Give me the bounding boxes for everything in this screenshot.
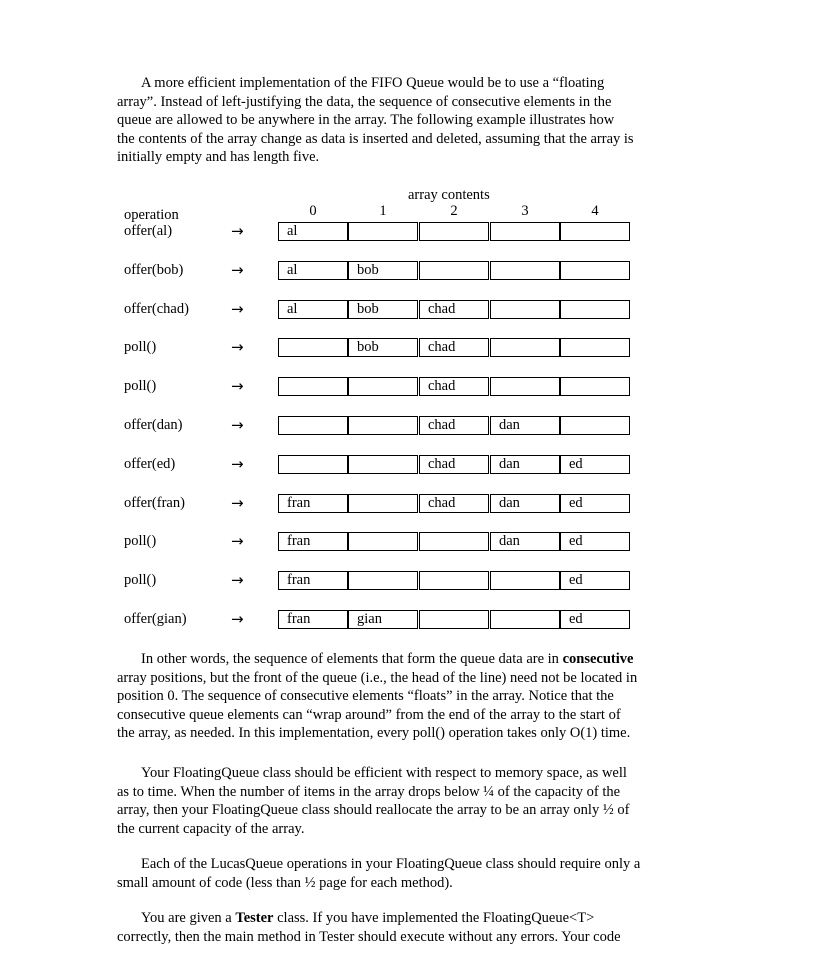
array-cell: chad: [419, 300, 489, 319]
right-arrow-icon: →: [231, 222, 244, 240]
para5-rest: class. If you have implemented the FloatingQueue<T> correctly, then the main method in Tester should execute without any errors. Your code: [117, 910, 621, 945]
array-cell: [348, 532, 418, 551]
operation-label: offer(ed): [124, 456, 176, 472]
column-index-1: 1: [379, 203, 387, 219]
array-cell: chad: [419, 338, 489, 357]
array-cell: [560, 338, 630, 357]
para5-bold: Tester: [235, 910, 274, 926]
operation-label: offer(chad): [124, 301, 189, 317]
explanation-paragraph: [117, 650, 707, 743]
para5-lead: You are given a: [141, 910, 236, 926]
array-cell: [490, 377, 560, 396]
right-arrow-icon: →: [231, 571, 244, 589]
para2-bold: consecutive: [562, 651, 634, 667]
array-cell: [419, 261, 489, 280]
array-cell: dan: [490, 455, 560, 474]
operation-label: poll(): [124, 572, 157, 588]
array-cell: [490, 571, 560, 590]
array-cell: dan: [490, 494, 560, 513]
array-cell: [560, 222, 630, 241]
para3-text: Your FloatingQueue class should be efficient with respect to memory space, as well as to time. When the number of items in the array drops below ¼ of the capacity of the array, then your FloatingQueue class should reallocate the array to be an array only ½ of the current capacity of the array.: [117, 765, 630, 837]
column-index-4: 4: [591, 203, 599, 219]
operation-label: offer(dan): [124, 417, 183, 433]
array-cell: [348, 416, 418, 435]
array-cell: fran: [278, 532, 348, 551]
array-cell: [419, 571, 489, 590]
para2-rest: array positions, but the front of the queue (i.e., the head of the line) need not be located in position 0. The sequence of consecutive elements “floats” in the array. Notice that the consecutive queue elements can “wrap around” from the end of the array to the start of the array, as needed. In this implementation, every poll() operation takes only O(1) time.: [117, 669, 638, 742]
column-index-2: 2: [450, 203, 458, 219]
array-cell: ed: [560, 532, 630, 551]
para2-lead: In other words, the sequence of elements that form the queue data are in: [141, 651, 563, 667]
array-cell: ed: [560, 494, 630, 513]
array-cell: ed: [560, 455, 630, 474]
operation-label: offer(gian): [124, 611, 187, 627]
array-cell: [560, 377, 630, 396]
array-cell: al: [278, 222, 348, 241]
right-arrow-icon: →: [231, 610, 244, 628]
array-cell: ed: [560, 571, 630, 590]
intro-lead: A more efficient implementation of the FIFO Queue would be to use a “floating: [141, 75, 605, 91]
operation-label: poll(): [124, 378, 157, 394]
array-cell: [419, 532, 489, 551]
array-cell: dan: [490, 416, 560, 435]
right-arrow-icon: →: [231, 455, 244, 473]
array-cell: gian: [348, 610, 418, 629]
array-cell: [348, 455, 418, 474]
right-arrow-icon: →: [231, 494, 244, 512]
right-arrow-icon: →: [231, 532, 244, 550]
array-cell: [490, 338, 560, 357]
operation-label: poll(): [124, 339, 157, 355]
right-arrow-icon: →: [231, 300, 244, 318]
array-cell: bob: [348, 300, 418, 319]
array-cell: [560, 416, 630, 435]
array-cell: [278, 416, 348, 435]
array-cell: fran: [278, 571, 348, 590]
array-cell: [348, 571, 418, 590]
array-cell: [278, 377, 348, 396]
array-cell: [278, 338, 348, 357]
array-cell: bob: [348, 261, 418, 280]
array-cell: [348, 494, 418, 513]
operation-label: offer(fran): [124, 495, 185, 511]
array-cell: ed: [560, 610, 630, 629]
operation-header: operation: [124, 207, 179, 223]
array-cell: chad: [419, 455, 489, 474]
array-cell: [348, 377, 418, 396]
tester-paragraph: [117, 909, 707, 946]
para4-text: Each of the LucasQueue operations in your FloatingQueue class should require only a small amount of code (less than ½ page for each method).: [117, 856, 641, 891]
array-cell: [490, 300, 560, 319]
operation-label: offer(bob): [124, 262, 184, 278]
code-size-paragraph: [117, 855, 707, 892]
array-cell: [348, 222, 418, 241]
array-cell: [560, 300, 630, 319]
array-cell: [419, 610, 489, 629]
array-cell: [490, 222, 560, 241]
array-cell: al: [278, 261, 348, 280]
column-index-3: 3: [521, 203, 529, 219]
array-cell: chad: [419, 377, 489, 396]
array-cell: al: [278, 300, 348, 319]
memory-paragraph: [117, 764, 707, 838]
right-arrow-icon: →: [231, 416, 244, 434]
array-cell: chad: [419, 494, 489, 513]
array-cell: chad: [419, 416, 489, 435]
array-cell: fran: [278, 494, 348, 513]
operation-label: offer(al): [124, 223, 173, 239]
right-arrow-icon: →: [231, 261, 244, 279]
right-arrow-icon: →: [231, 338, 244, 356]
array-cell: [490, 261, 560, 280]
array-cell: [419, 222, 489, 241]
intro-rest: array”. Instead of left-justifying the data, the sequence of consecutive elements in the queue are allowed to be anywhere in the array. The following example illustrates how the contents of the array change as data is inserted and deleted, assuming that the array is initially empty and has length five.: [117, 93, 634, 166]
right-arrow-icon: →: [231, 377, 244, 395]
array-cell: fran: [278, 610, 348, 629]
array-cell: bob: [348, 338, 418, 357]
array-cell: [278, 455, 348, 474]
array-cell: dan: [490, 532, 560, 551]
array-cell: [490, 610, 560, 629]
operation-label: poll(): [124, 533, 157, 549]
column-index-0: 0: [309, 203, 317, 219]
array-cell: [560, 261, 630, 280]
diagram-title: array contents: [408, 187, 490, 203]
